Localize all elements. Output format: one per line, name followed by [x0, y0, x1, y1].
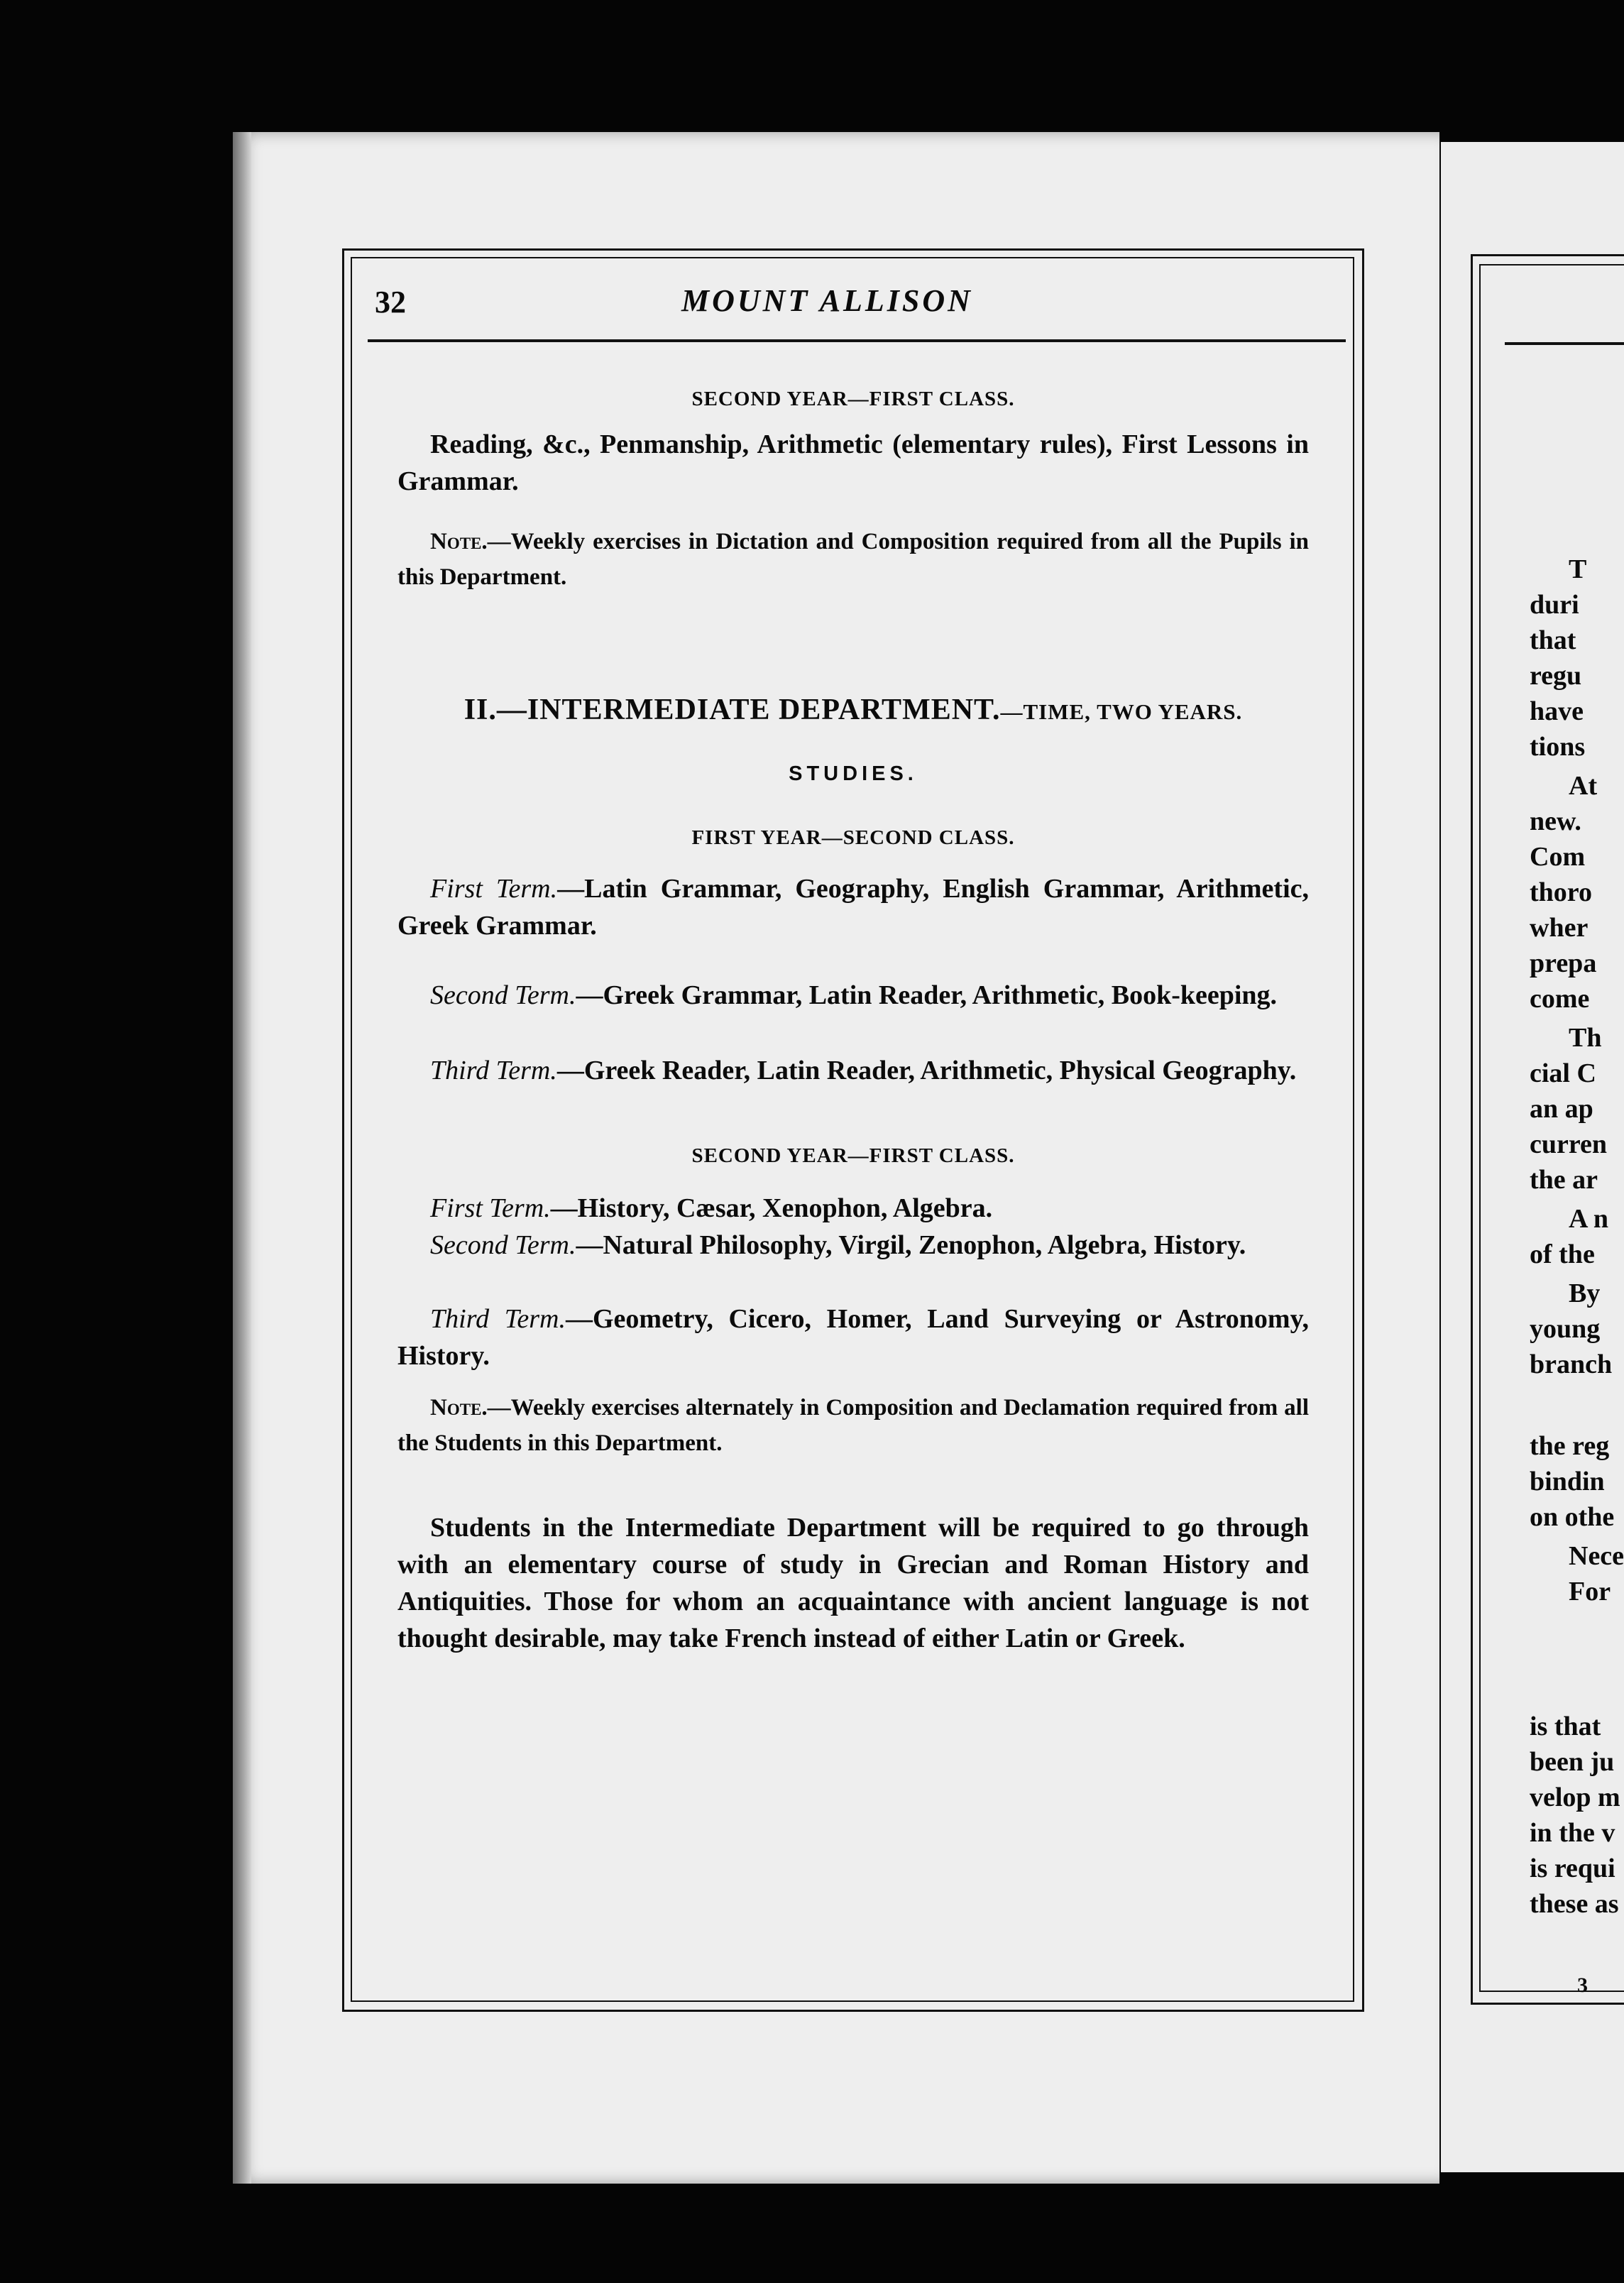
right-page-line: Nece: [1569, 1541, 1624, 1571]
term-label: First Term.: [430, 1193, 551, 1223]
right-page-line: A n: [1569, 1204, 1608, 1234]
right-page-line: have: [1530, 696, 1584, 726]
right-page-line: young: [1530, 1314, 1601, 1344]
term-text: —Geometry, Cicero, Homer, Land Surveying or Astronomy, History.: [397, 1304, 1309, 1371]
note-text: —Weekly exercises alternately in Composition and Declamation required from all the Students in this Department.: [397, 1395, 1309, 1456]
second-year-second-term: [397, 1227, 1309, 1264]
studies-heading: STUDIES.: [789, 762, 918, 785]
term-label: Third Term.: [430, 1304, 566, 1334]
term-text: —History, Cæsar, Xenophon, Algebra.: [550, 1193, 993, 1223]
right-page-line: is that: [1530, 1712, 1601, 1741]
right-page-line: tions: [1530, 732, 1586, 762]
right-page-line: that: [1530, 625, 1576, 655]
department-time: —TIME, TWO YEARS.: [1000, 699, 1243, 724]
term-label: Second Term.: [430, 980, 576, 1010]
right-page-line: By: [1569, 1279, 1601, 1308]
right-page-line: Com: [1530, 842, 1586, 872]
term-text: —Latin Grammar, Geography, English Grammar, Arithmetic, Greek Grammar.: [397, 874, 1310, 941]
term-label: First Term.: [430, 874, 558, 904]
note-label: Note.: [430, 529, 488, 554]
paragraph-second-year-studies: Reading, &c., Penmanship, Arithmetic (elementary rules), First Lessons in Grammar.: [397, 429, 1309, 496]
right-page-line: these as: [1530, 1889, 1619, 1919]
page-number: 32: [375, 285, 406, 319]
right-header-rule: [1505, 342, 1624, 345]
right-page-line: new.: [1530, 806, 1581, 836]
term-text: —Natural Philosophy, Virgil, Zenophon, Algebra, History.: [576, 1230, 1246, 1260]
first-year-third-term: [397, 1052, 1309, 1089]
department-name: II.—INTERMEDIATE DEPARTMENT.: [463, 694, 1001, 726]
right-page-line: Th: [1569, 1023, 1602, 1053]
closing-paragraph: Students in the Intermediate Department will be required to go through with an elementary course of study in Grecian and Roman History and Antiquities. Those for whom an acquaintance with ancient language is not thought desirable, may take French instead of either Latin or Greek.: [397, 1513, 1309, 1653]
right-page-line: come: [1530, 984, 1590, 1014]
note-primary: [397, 524, 1309, 595]
right-page-line: branch: [1530, 1349, 1613, 1379]
right-page-line: thoro: [1530, 877, 1592, 907]
right-page-line: of the: [1530, 1239, 1595, 1269]
term-text: —Greek Reader, Latin Reader, Arithmetic, Physical Geography.: [556, 1056, 1297, 1085]
first-year-heading: FIRST YEAR—SECOND CLASS.: [691, 826, 1015, 849]
right-page-line: T: [1569, 554, 1587, 584]
second-year-third-term: [397, 1301, 1309, 1374]
section-heading-second-year: SECOND YEAR—FIRST CLASS.: [691, 388, 1015, 410]
right-page-line: wher: [1530, 913, 1589, 943]
right-page-line: been ju: [1530, 1747, 1615, 1777]
second-year-heading: SECOND YEAR—FIRST CLASS.: [691, 1144, 1015, 1167]
first-year-first-term: [397, 870, 1309, 944]
right-page-line: For: [1569, 1577, 1611, 1606]
note-text: —Weekly exercises in Dictation and Composition required from all the Pupils in this Department.: [397, 529, 1309, 590]
page-border-inner: [351, 257, 1354, 2002]
first-year-second-term: [397, 977, 1309, 1014]
right-page-line: the ar: [1530, 1165, 1598, 1195]
right-page-line: At: [1569, 771, 1598, 801]
right-page-line: curren: [1530, 1129, 1608, 1159]
right-page-line: is requi: [1530, 1854, 1615, 1883]
page-spine-edge: [233, 132, 251, 2184]
right-page-line: prepa: [1530, 948, 1597, 978]
note-intermediate: [397, 1390, 1309, 1461]
term-label: Third Term.: [430, 1056, 557, 1085]
right-page-line: velop m: [1530, 1783, 1620, 1812]
right-page-line: an ap: [1530, 1094, 1593, 1124]
running-title: MOUNT ALLISON: [681, 283, 973, 318]
right-page-line: on othe: [1530, 1502, 1615, 1532]
note-label: Note.: [430, 1395, 488, 1420]
right-page-line: regu: [1530, 661, 1582, 691]
department-title: [397, 693, 1309, 727]
right-page-line: in the v: [1530, 1818, 1615, 1848]
header-rule: [368, 339, 1346, 342]
second-year-first-term: [397, 1190, 1309, 1227]
right-page-line: the reg: [1530, 1431, 1610, 1461]
term-label: Second Term.: [430, 1230, 576, 1260]
right-page-line: duri: [1530, 590, 1579, 620]
right-page-line: bindin: [1530, 1467, 1605, 1496]
term-text: —Greek Grammar, Latin Reader, Arithmetic, Book-keeping.: [576, 980, 1278, 1010]
right-footer-number: 3: [1577, 1973, 1588, 1997]
right-page-line: cial C: [1530, 1058, 1596, 1088]
